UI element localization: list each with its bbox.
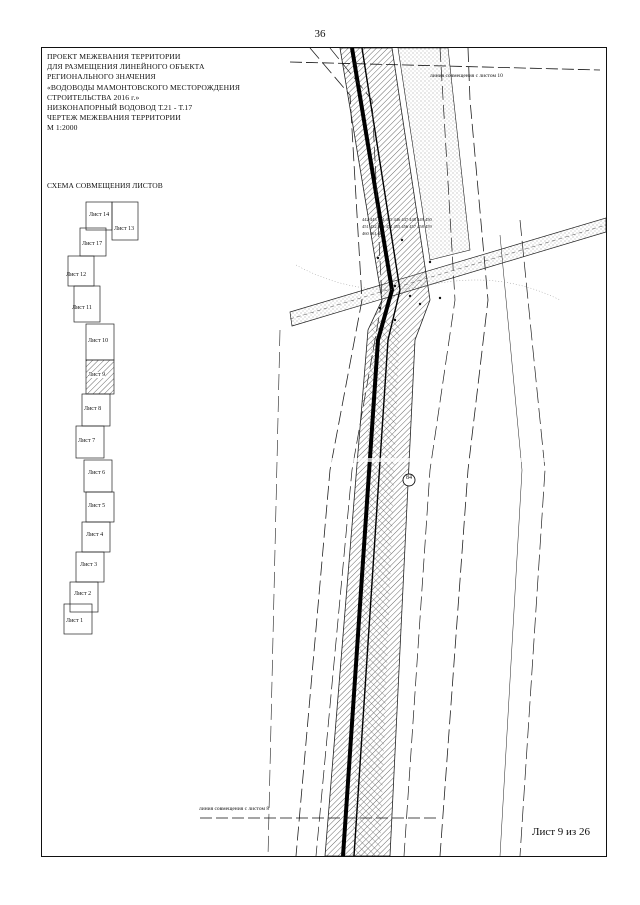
scheme-sheet-label: Лист 7 <box>78 438 96 444</box>
scheme-sheet-label: Лист 13 <box>114 226 135 232</box>
point-number: 462 <box>377 231 385 236</box>
scheme-sheet-label: Лист 6 <box>88 470 106 476</box>
match-line-bottom-label: линия совмещения с листом 8 <box>199 806 270 812</box>
page-number: 36 <box>314 28 326 40</box>
point-number: 461 <box>369 231 377 236</box>
title-line: ПРОЕКТ МЕЖЕВАНИЯ ТЕРРИТОРИИ <box>47 52 181 61</box>
point-number: 450 <box>425 217 432 222</box>
point-number: 442 <box>362 217 369 222</box>
title-line: ДЛЯ РАЗМЕЩЕНИЯ ЛИНЕЙНОГО ОБЪЕКТА <box>47 62 205 72</box>
scheme-sheet-label-current: Лист 9 <box>88 372 106 378</box>
point-marker-label: 84 <box>406 475 412 481</box>
point-number: 453 <box>377 224 385 229</box>
title-line: М 1:2000 <box>47 123 78 133</box>
scheme-sheet-label: Лист 12 <box>66 272 87 278</box>
scheme-sheet-label: Лист 1 <box>66 618 84 624</box>
scheme-sheet-label: Лист 5 <box>88 503 106 509</box>
point-number: 452 <box>369 224 377 229</box>
point-number: 459 <box>425 224 432 229</box>
point-number: 443 <box>369 217 377 222</box>
point-number: 451 <box>362 224 369 229</box>
scheme-sheet-label: Лист 11 <box>72 305 92 311</box>
point-number: 446 <box>393 217 401 222</box>
point-number: 445 <box>385 217 393 222</box>
point-number-cluster <box>362 216 432 237</box>
point-number: 454 <box>385 224 393 229</box>
title-line: «ВОДОВОДЫ МАМОНТОВСКОГО МЕСТОРОЖДЕНИЯ <box>47 82 240 92</box>
point-number: 444 <box>377 217 385 222</box>
title-line: ЧЕРТЕЖ МЕЖЕВАНИЯ ТЕРРИТОРИИ <box>47 113 181 123</box>
point-number: 455 <box>393 224 401 229</box>
point-number: 456 <box>401 224 409 229</box>
point-number: 449 <box>417 217 424 222</box>
title-line: РЕГИОНАЛЬНОГО ЗНАЧЕНИЯ <box>47 72 156 82</box>
scheme-sheet-label: Лист 4 <box>86 532 104 538</box>
title-line: СТРОИТЕЛЬСТВА 2016 г.» <box>47 92 140 102</box>
point-number: 448 <box>409 217 416 222</box>
scheme-sheet-label: Лист 8 <box>84 406 102 412</box>
sheet-scheme-grid <box>64 202 138 634</box>
scheme-title: СХЕМА СОВМЕЩЕНИЯ ЛИСТОВ <box>47 181 163 190</box>
scheme-sheet-label: Лист 2 <box>74 591 92 597</box>
scheme-sheet-label: Лист 17 <box>82 241 103 247</box>
point-number: 460 <box>362 231 369 236</box>
point-number: 458 <box>417 224 424 229</box>
sheet-number-label: Лист 9 из 26 <box>532 826 591 838</box>
match-line-top-label: линия совмещения с листом 10 <box>430 73 503 79</box>
title-line: НИЗКОНАПОРНЫЙ ВОДОВОД Т.21 - Т.17 <box>47 103 193 113</box>
scheme-sheet-label: Лист 14 <box>89 212 110 218</box>
scheme-sheet-label: Лист 10 <box>88 338 109 344</box>
title-block <box>47 52 297 134</box>
point-number: 457 <box>409 224 416 229</box>
point-number: 447 <box>401 217 409 222</box>
scheme-sheet-label: Лист 3 <box>80 562 98 568</box>
